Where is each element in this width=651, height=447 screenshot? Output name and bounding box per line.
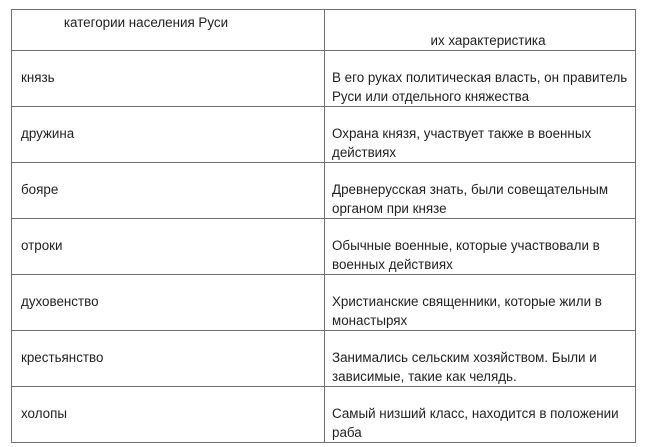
description-cell: Занимались сельским хозяйством. Были и зависимые, такие как челядь.	[325, 331, 636, 387]
category-cell: духовенство	[12, 275, 325, 331]
table-row	[12, 275, 636, 331]
category-cell: бояре	[12, 163, 325, 219]
table-row	[12, 51, 636, 107]
table-row	[12, 331, 636, 387]
description-cell: Христианские священники, которые жили в монастырях	[325, 275, 636, 331]
description-cell: Обычные военные, которые участвовали в военных действиях	[325, 219, 636, 275]
description-cell: Охрана князя, участвует также в военных действиях	[325, 107, 636, 163]
header-category-label: категории населения Руси	[63, 15, 229, 30]
population-categories-table	[11, 9, 636, 443]
header-characteristic-label: их характеристика	[430, 33, 546, 48]
category-cell: холопы	[12, 387, 325, 443]
table-row	[12, 163, 636, 219]
table-row	[12, 107, 636, 163]
category-cell: князь	[12, 51, 325, 107]
header-row	[12, 10, 636, 51]
header-category-cell	[12, 10, 325, 51]
table-row	[12, 387, 636, 443]
header-characteristic-cell	[325, 10, 636, 51]
category-cell: крестьянство	[12, 331, 325, 387]
description-cell: Самый низший класс, находится в положении раба	[325, 387, 636, 443]
table-row	[12, 219, 636, 275]
description-cell: В его руках политическая власть, он правитель Руси или отдельного княжества	[325, 51, 636, 107]
category-cell: отроки	[12, 219, 325, 275]
description-cell: Древнерусская знать, были совещательным органом при князе	[325, 163, 636, 219]
category-cell: дружина	[12, 107, 325, 163]
